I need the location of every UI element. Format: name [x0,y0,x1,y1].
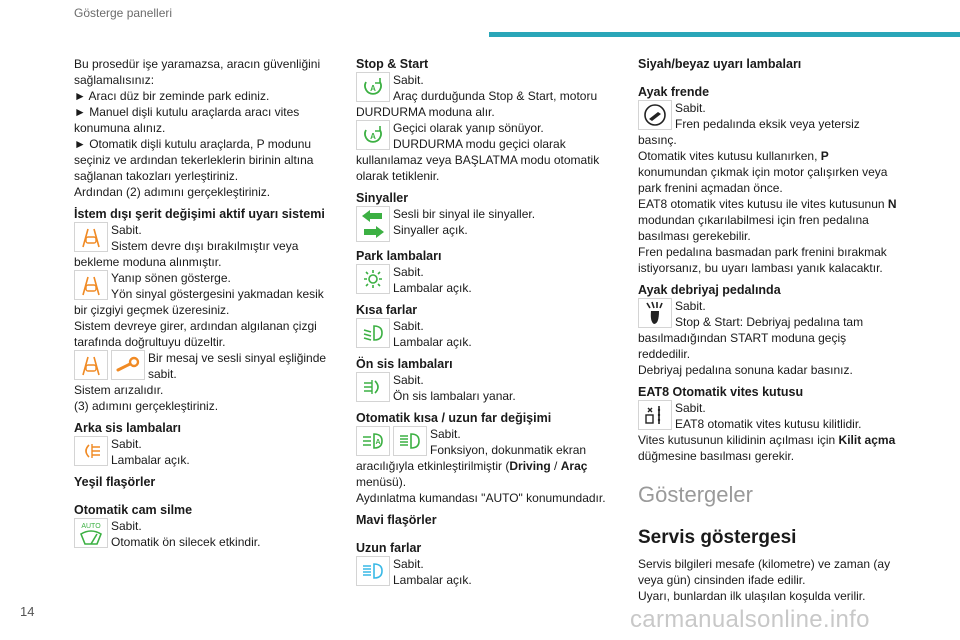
lane-departure-icon [74,350,108,380]
wrench-icon [111,350,145,380]
foot-on-brake-icon [638,100,672,130]
auto-wiper-icon [74,518,108,548]
column-3 [638,56,900,604]
low-beam-item: Sabit. Lambalar açık. [356,318,618,350]
section-title: Arka sis lambaları [74,421,182,435]
column-2 [356,56,618,588]
auto-wipe-item: AUTO Sabit. Otomatik ön silecek etkindir. [74,518,336,550]
turn-signal-icon [356,206,390,242]
section-title: Stop & Start [356,57,429,71]
header-accent-bar [489,32,960,37]
stop-start-icon [356,72,390,102]
section-title: EAT8 Otomatik vites kutusu [638,385,804,399]
high-beam-icon [356,556,390,586]
section-title: Ayak debriyaj pedalında [638,283,781,297]
section-title: Yeşil flaşörler [74,475,156,489]
section-title: Ayak frende [638,85,710,99]
auto-beam-item: A Sabit. Fonksiyon, dokunmatik ekran aracılığıyla etkinleştirilmiştir (Driving / Araç menüsü). Aydınlatma kumandası "AUTO" konumundadır. [356,427,606,505]
section-title: Sinyaller [356,191,409,205]
rear-fog-icon [74,436,108,466]
running-header: Gösterge panelleri [74,6,173,20]
svg-text:A: A [370,84,376,93]
high-beam-icon [393,426,427,456]
stop-start-item-a: A Sabit. Araç durduğunda Stop & Start, motoru DURDURMA moduna alır. [356,73,598,119]
stop-start-item-b: A Geçici olarak yanıp sönüyor. DURDURMA modu geçici olarak kullanılamaz veya BAŞLATMA modu otomatik olarak tetiklenir. [356,121,600,183]
service-text: Servis bilgileri mesafe (kilometre) ve zaman (ay veya gün) cinsinden ifade edilir. [638,557,891,587]
section-title: Mavi flaşörler [356,513,437,527]
park-item: Sabit. Lambalar açık. [356,264,618,296]
lane-departure-icon [74,270,108,300]
page-number: 14 [20,604,35,619]
lane-item-b: Yanıp sönen gösterge. Yön sinyal göstergesini yakmadan kesik bir çizgiyi geçmek üzeresiniz. Sistem devreye girer, ardından algılanan çizgi tarafında doğrultuyu düzeltir. [74,271,324,349]
lane-item-c: Bir mesaj ve sesli sinyal eşliğinde sabit. Sistem arızalıdır. (3) adımını gerçekleştiriniz. [74,351,327,413]
intro-line: ► Aracı düz bir zeminde park ediniz. [74,89,270,103]
low-beam-icon [356,318,390,348]
intro-line: ► Manuel dişli kutulu araçlarda aracı vites konumuna alınız. [74,105,300,135]
rear-fog-item: Sabit. Lambalar açık. [74,436,336,468]
section-title: Park lambaları [356,249,442,263]
gearbox-lock-icon [638,400,672,430]
clutch-item: Sabit. Stop & Start: Debriyaj pedalına tam basılmadığından START moduna geçiş reddedilir. Debriyaj pedalına sonuna kadar basınız. [638,299,864,377]
section-title: Otomatik cam silme [74,503,193,517]
front-fog-item: Sabit. Ön sis lambaları yanar. [356,372,618,404]
section-title: Ön sis lambaları [356,357,453,371]
brake-item: Sabit. Fren pedalında eksik veya yetersiz basınç. Otomatik vites kutusu kullanırken, P konumundan çıkmak için motor çalışırken veya park frenini açmadan önce. EAT8 otomatik vites kutusu ile vites kutusunun N modundan çıkarılabilmesi için fren pedalına basılması gerekebilir. Fren pedalına basmadan park frenini bırakmak istiyorsanız, bu uyarı lambası yanık kalacaktır. [638,101,897,275]
stop-start-icon [356,120,390,150]
signals-item: Sesli bir sinyal ile sinyaller. Sinyaller açık. [356,206,618,242]
section-title: Siyah/beyaz uyarı lambaları [638,57,802,71]
svg-text:AUTO: AUTO [81,523,101,530]
parking-lamp-icon [356,264,390,294]
lane-item-a: Sabit. Sistem devre dışı bırakılmıştır veya bekleme moduna alınmıştır. [74,223,299,269]
intro-line: Ardından (2) adımını gerçekleştiriniz. [74,185,271,199]
service-heading: Servis göstergesi [638,527,797,548]
intro-line: Bu prosedür işe yaramazsa, aracın güvenliğini sağlamalısınız: [74,57,321,87]
section-title: Otomatik kısa / uzun far değişimi [356,411,552,425]
gauges-heading: Göstergeler [638,482,753,507]
section-title: Uzun farlar [356,541,422,555]
section-title: İstem dışı şerit değişimi aktif uyarı sistemi [74,207,325,221]
service-text: Uyarı, bunlardan ilk ulaşılan koşulda verilir. [638,589,866,603]
watermark: carmanualsonline.info [630,606,870,633]
section-title: Kısa farlar [356,303,418,317]
front-fog-icon [356,372,390,402]
eat8-item: Sabit. EAT8 otomatik vites kutusu kilitlidir. Vites kutusunun kilidinin açılması için Kilit açma düğmesine basılması gerekir. [638,401,896,463]
foot-on-clutch-icon [638,298,672,328]
auto-beam-icon [356,426,390,456]
lane-departure-icon [74,222,108,252]
svg-text:A: A [375,439,381,446]
svg-text:A: A [370,132,376,141]
column-1 [74,56,336,550]
intro-line: ► Otomatik dişli kutulu araçlarda, P modunu seçiniz ve ardından tekerleklerin birinin altına sağlanan takozları yerleştiriniz. [74,137,314,183]
high-beam-item: Sabit. Lambalar açık. [356,556,618,588]
